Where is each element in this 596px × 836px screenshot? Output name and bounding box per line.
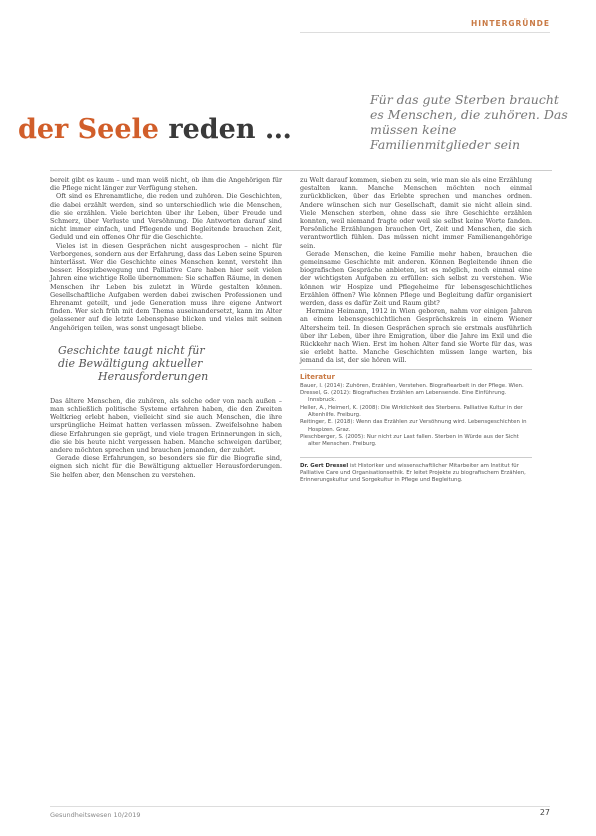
footer-source: Gesundheitswesen 10/2019: [50, 811, 141, 819]
body-paragraph: Gerade Menschen, die keine Familie mehr haben, brauchen die gemeinsame Geschichte mit anderen. Können Begleitende ihnen die biografischen Gespräche anbieten, ist es möglich, noch einmal eine der wichtigsten Aufgaben zu erfüllen: sich selbst zu verstehen. Wie können wir Hospize und Pflegeheime für lebensgeschichtliches Erzählen öffnen? Wie können Pflege und Begleitung dafür organisiert werden, dass es dafür Zeit und Raum gibt?: [300, 249, 532, 308]
body-paragraph: Oft sind es Ehrenamtliche, die reden und zuhören. Die Geschichten, die dabei erzählt werden, sind so unterschiedlich wie die Menschen, die sie erzählen. Viele berichten über ihr Leben, über Freude und Schmerz, über Verluste und Versöhnung. Die Antworten darauf sind nicht immer einfach, und Pflegende und Begleitende brauchen Zeit, Geduld und ein offenes Ohr für die Geschichte.: [50, 192, 282, 242]
header-divider: [300, 32, 550, 33]
title-rest: reden …: [158, 114, 292, 145]
body-paragraph: Das ältere Menschen, die zuhören, als solche oder von nach außen – man schließlich politische Systeme erfahren haben, die den Zweiten Weltkrieg erlebt haben, vielleicht sind sie auch Menschen, die ihre ursprüngliche Heimat hatten verlassen müssen. Zweifelsohne haben diese Erfahrungen sie geprägt, und viele tragen Erinnerungen in sich, die sie bis heute nicht vergessen haben. Manche schweigen darüber, andere möchten sprechen und brauchen jemanden, der zuhört.: [50, 396, 282, 455]
body-paragraph: zu Welt darauf kommen, sieben zu sein, wie man sie als eine Erzählung gestalten kann. Manche Menschen möchten noch einmal zurückblicken, über das Erlebte sprechen und manches ordnen. Andere wünschen sich nur Gesellschaft, damit sie nicht allein sind. Viele Menschen sterben, ohne dass sie ihre Geschichte erzählen konnten, weil niemand fragte oder weil sie selbst keine Worte fanden. Persönliche Erzählungen brauchen Ort, Zeit und Menschen, die sich verantwortlich fühlen. Das müssen nicht immer Familienangehörige sein.: [300, 176, 532, 250]
left-column: [50, 176, 282, 479]
pull-quote-line: die Bewältigung aktueller: [58, 356, 203, 370]
body-paragraph: Vieles ist in diesen Gesprächen nicht ausgesprochen – nicht für Verborgenes, sondern aus der Erfahrung, dass das Leben seine Spuren hinterlässt. Wer die Geschichte eines Menschen kennt, versteht ihn besser. Hospizbewegung und Palliative Care haben hier seit vielen Jahren eine wichtige Rolle übernommen: Sie schaffen Räume, in denen Menschen ihr Leben bis zuletzt in Würde gestalten können. Gesellschaftliche Aufgaben werden dabei zwischen Professionen und Ehrenamt geteilt, und jede Generation muss ihre eigene Antwort finden. Wer sich früh mit dem Thema auseinandersetzt, kann im Alter gelassener auf die letzte Lebensphase blicken und vieles mit seinen Angehörigen teilen, was sonst ungesagt bliebe.: [50, 241, 282, 332]
body-paragraph: Hermine Heimann, 1912 in Wien geboren, nahm vor einigen Jahren an einem lebensgeschichtlichen Gesprächskreis in einem Wiener Altersheim teil. In diesen Gesprächen sprach sie erstmals ausführlich über ihr Leben, über ihre Emigration, über die Jahre im Exil und die Rückkehr nach Wien. Erst im hohen Alter fand sie Worte für das, was sie erlebt hatte. Manche Geschichten müssen lange warten, bis jemand da ist, der sie hören will.: [300, 307, 532, 365]
author-note: [300, 457, 532, 485]
footer-divider: [50, 806, 550, 807]
pull-quote-line: Herausforderungen: [98, 369, 209, 383]
literature-item: Bauer, I. (2014): Zuhören, Erzählen, Verstehen. Biografiearbeit in der Pflege. Wien.: [300, 382, 524, 389]
right-column: [300, 176, 532, 484]
page-subtitle: Für das gute Sterben braucht es Menschen, die zuhören. Das müssen keine Familienmitglieder sein: [370, 92, 568, 152]
page-title: [18, 114, 292, 145]
literature-item: Dressel, G. (2012): Biografisches Erzählen am Lebensende. Eine Einführung. Innsbruck.: [300, 390, 507, 404]
body-paragraph: Gerade diese Erfahrungen, so besonders sie für die Biografie sind, eignen sich nicht für die Bewältigung aktueller Herausforderungen. Sie helfen aber, den Menschen zu verstehen.: [50, 454, 282, 479]
page-number: 27: [539, 808, 550, 817]
literature-item: Pleschberger, S. (2005): Nur nicht zur Last fallen. Sterben in Würde aus der Sicht alter Menschen. Freiburg.: [300, 433, 519, 448]
literature-heading: Literatur: [300, 369, 532, 381]
literature-list: [300, 383, 532, 449]
title-accent: der Seele: [18, 114, 159, 145]
pull-quote-line: Geschichte taugt nicht für: [58, 343, 205, 357]
section-label: HINTERGRÜNDE: [470, 19, 550, 28]
author-name: Dr. Gert Dressel: [300, 462, 349, 469]
literature-item: Heller, A., Heimerl, K. (2008): Die Wirklichkeit des Sterbens. Palliative Kultur in der Altenhilfe. Freiburg.: [300, 404, 523, 419]
title-divider: [50, 170, 552, 171]
pull-quote: [58, 344, 282, 383]
body-paragraph: bereit gibt es kaum – und man weiß nicht, ob ihm die Angehörigen für die Pflege nicht länger zur Verfügung stehen.: [50, 176, 282, 193]
author-bio: ist Historiker und wissenschaftlicher Mitarbeiter am Institut für Palliative Care und Organisationsethik. Er leitet Projekte zu biografischem Erzählen, Erinnerungskultur und Sorgekultur in Pflege und Begleitung.: [300, 462, 526, 484]
literature-item: Reitinger, E. (2018): Wenn das Erzählen zur Versöhnung wird. Lebensgeschichten in Hospizen. Graz.: [300, 419, 527, 433]
